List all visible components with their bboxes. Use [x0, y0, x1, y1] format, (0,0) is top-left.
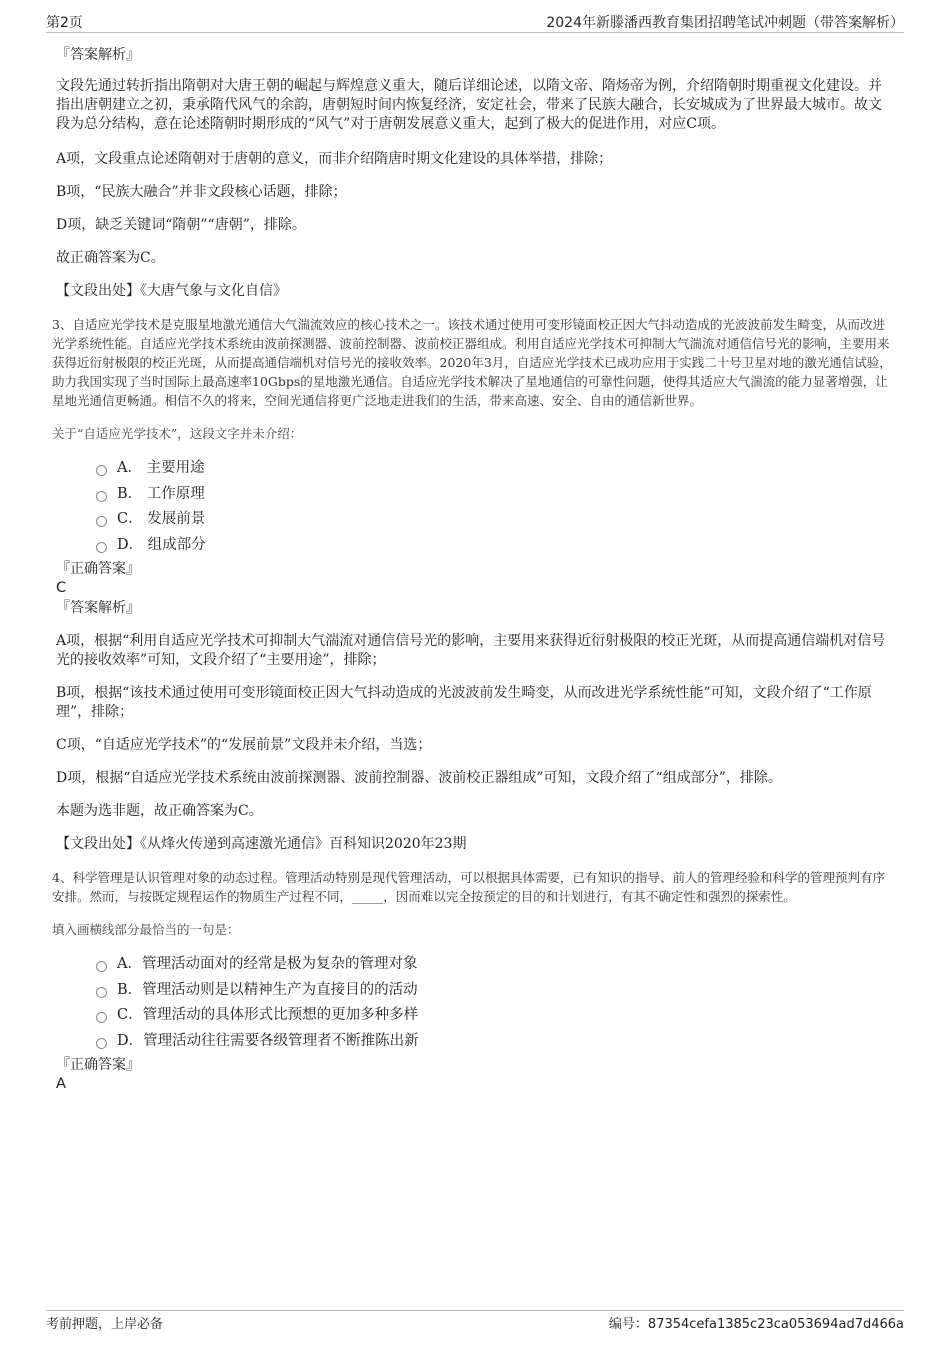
source-citation: 【文段出处】《从烽火传递到高速激光通信》百科知识2020年23期 [56, 836, 467, 852]
correct-answer: C [56, 580, 67, 596]
option-label: A．管理活动面对的经常是极为复杂的管理对象 [117, 956, 418, 972]
analysis-option-a: A项，根据“利用自适应光学技术可抑制大气湍流对通信信号光的影响，主要用来获得近衍射极限的校正光斑，从而提高通信端机对信号光的接收效率”可知，文段介绍了“主要用途”，排除； [56, 633, 886, 668]
analysis-option-d: D项，根据“自适应光学技术系统由波前探测器、波前控制器、波前校正器组成”可知，文段介绍了“组成部分”，排除。 [56, 770, 782, 786]
analysis-title: 『答案解析』 [56, 47, 140, 63]
radio-icon[interactable] [96, 542, 107, 553]
correct-answer: A [56, 1076, 66, 1092]
question-3-stem: 3、自适应光学技术是克服星地激光通信大气湍流效应的核心技术之一。该技术通过使用可变形镜面校正因大气抖动造成的光波波前发生畸变，从而改进光学系统性能。自适应光学技术系统由波前探测器、波前控制器、波前校正器组成。利用自适应光学技术可抑制大气湍流对通信信号光的影响，主要用来获得近衍射极限的校正光斑，从而提高通信端机对信号光的接收效率。2020年3月，自适应光学技术已成功应用于实践二十号卫星对地的激光通信试验，助力我国实现了当时国际上最高速率10Gbps的星地激光通信。自适应光学技术解决了星地通信的可靠性问题，使得其适应大气湍流的能力显著增强，让星地光通信更畅通。相信不久的将来，空间光通信将更广泛地走进我们的生活，带来高速、安全、自由的通信新世界。 [52, 317, 892, 408]
header-divider [46, 32, 904, 33]
radio-icon[interactable] [96, 961, 107, 972]
page-content [52, 46, 894, 1093]
radio-icon[interactable] [96, 516, 107, 527]
question-4-options [96, 952, 894, 1054]
analysis-option-b: B项，根据“该技术通过使用可变形镜面校正因大气抖动造成的光波波前发生畸变，从而改进光学系统性能”可知，文段介绍了“工作原理”，排除； [56, 685, 872, 720]
source-citation: 【文段出处】《大唐气象与文化自信》 [56, 283, 287, 299]
analysis-title: 『答案解析』 [56, 600, 140, 616]
option-label: C． 发展前景 [117, 511, 206, 527]
analysis-option-b: B项，“民族大融合”并非文段核心话题，排除； [56, 184, 347, 200]
analysis-option-d: D项，缺乏关键词“隋朝”“唐朝”，排除。 [56, 217, 306, 233]
option-a[interactable] [96, 456, 894, 482]
option-a[interactable] [96, 952, 894, 978]
option-label: D． 组成部分 [117, 536, 206, 553]
analysis-paragraph: 文段先通过转折指出隋朝对大唐王朝的崛起与辉煌意义重大，随后详细论述，以隋文帝、隋炀帝为例，介绍隋朝时期重视文化建设。并指出唐朝建立之初，秉承隋代风气的余韵，唐朝短时间内恢复经济，安定社会，带来了民族大融合，长安城成为了世界最大城市。故文段为总分结构，意在论述隋朝时期形成的“风气”对于唐朝发展意义重大，起到了极大的促进作用，对应C项。 [56, 78, 882, 132]
option-d[interactable] [96, 533, 894, 559]
footer-divider [46, 1310, 904, 1311]
option-label: B．管理活动则是以精神生产为直接目的的活动 [117, 981, 418, 998]
answer-conclusion: 故正确答案为C。 [56, 250, 165, 266]
radio-icon[interactable] [96, 465, 107, 476]
option-c[interactable] [96, 507, 894, 533]
answer-conclusion: 本题为选非题，故正确答案为C。 [56, 803, 263, 819]
option-label: A． 主要用途 [117, 460, 205, 476]
option-label: C．管理活动的具体形式比预想的更加多种多样 [117, 1007, 419, 1023]
analysis-option-a: A项，文段重点论述隋朝对于唐朝的意义，而非介绍隋唐时期文化建设的具体举措，排除； [56, 151, 613, 167]
option-b[interactable] [96, 978, 894, 1004]
question-4-stem: 4、科学管理是认识管理对象的动态过程。管理活动特别是现代管理活动，可以根据具体需要，已有知识的指导、前人的管理经验和科学的管理预判有序安排。然而，与按既定规程运作的物质生产过程不同，_____，因而难以完全按预定的目的和计划进行，有其不确定性和强烈的探索性。 [52, 870, 885, 904]
question-4-prompt: 填入画横线部分最恰当的一句是： [52, 922, 240, 937]
radio-icon[interactable] [96, 491, 107, 502]
footer-slogan: 考前押题，上岸必备 [46, 1317, 164, 1332]
option-b[interactable] [96, 482, 894, 508]
option-label: B． 工作原理 [117, 485, 205, 502]
page-number: 第2页 [46, 15, 83, 31]
radio-icon[interactable] [96, 987, 107, 998]
correct-answer-title: 『正确答案』 [56, 1057, 140, 1073]
option-d[interactable] [96, 1029, 894, 1055]
radio-icon[interactable] [96, 1012, 107, 1023]
analysis-option-c: C项，“自适应光学技术”的“发展前景”文段并未介绍，当选； [56, 737, 432, 753]
question-3-options [96, 456, 894, 558]
correct-answer-title: 『正确答案』 [56, 561, 140, 577]
option-c[interactable] [96, 1003, 894, 1029]
radio-icon[interactable] [96, 1038, 107, 1049]
option-label: D．管理活动往往需要各级管理者不断推陈出新 [117, 1032, 419, 1049]
question-3-prompt: 关于“自适应光学技术”，这段文字并未介绍： [52, 426, 303, 441]
document-title: 2024年新滕潘西教育集团招聘笔试冲刺题（带答案解析） [546, 15, 904, 31]
document-id: 编号：87354cefa1385c23ca053694ad7d466a [608, 1317, 904, 1332]
